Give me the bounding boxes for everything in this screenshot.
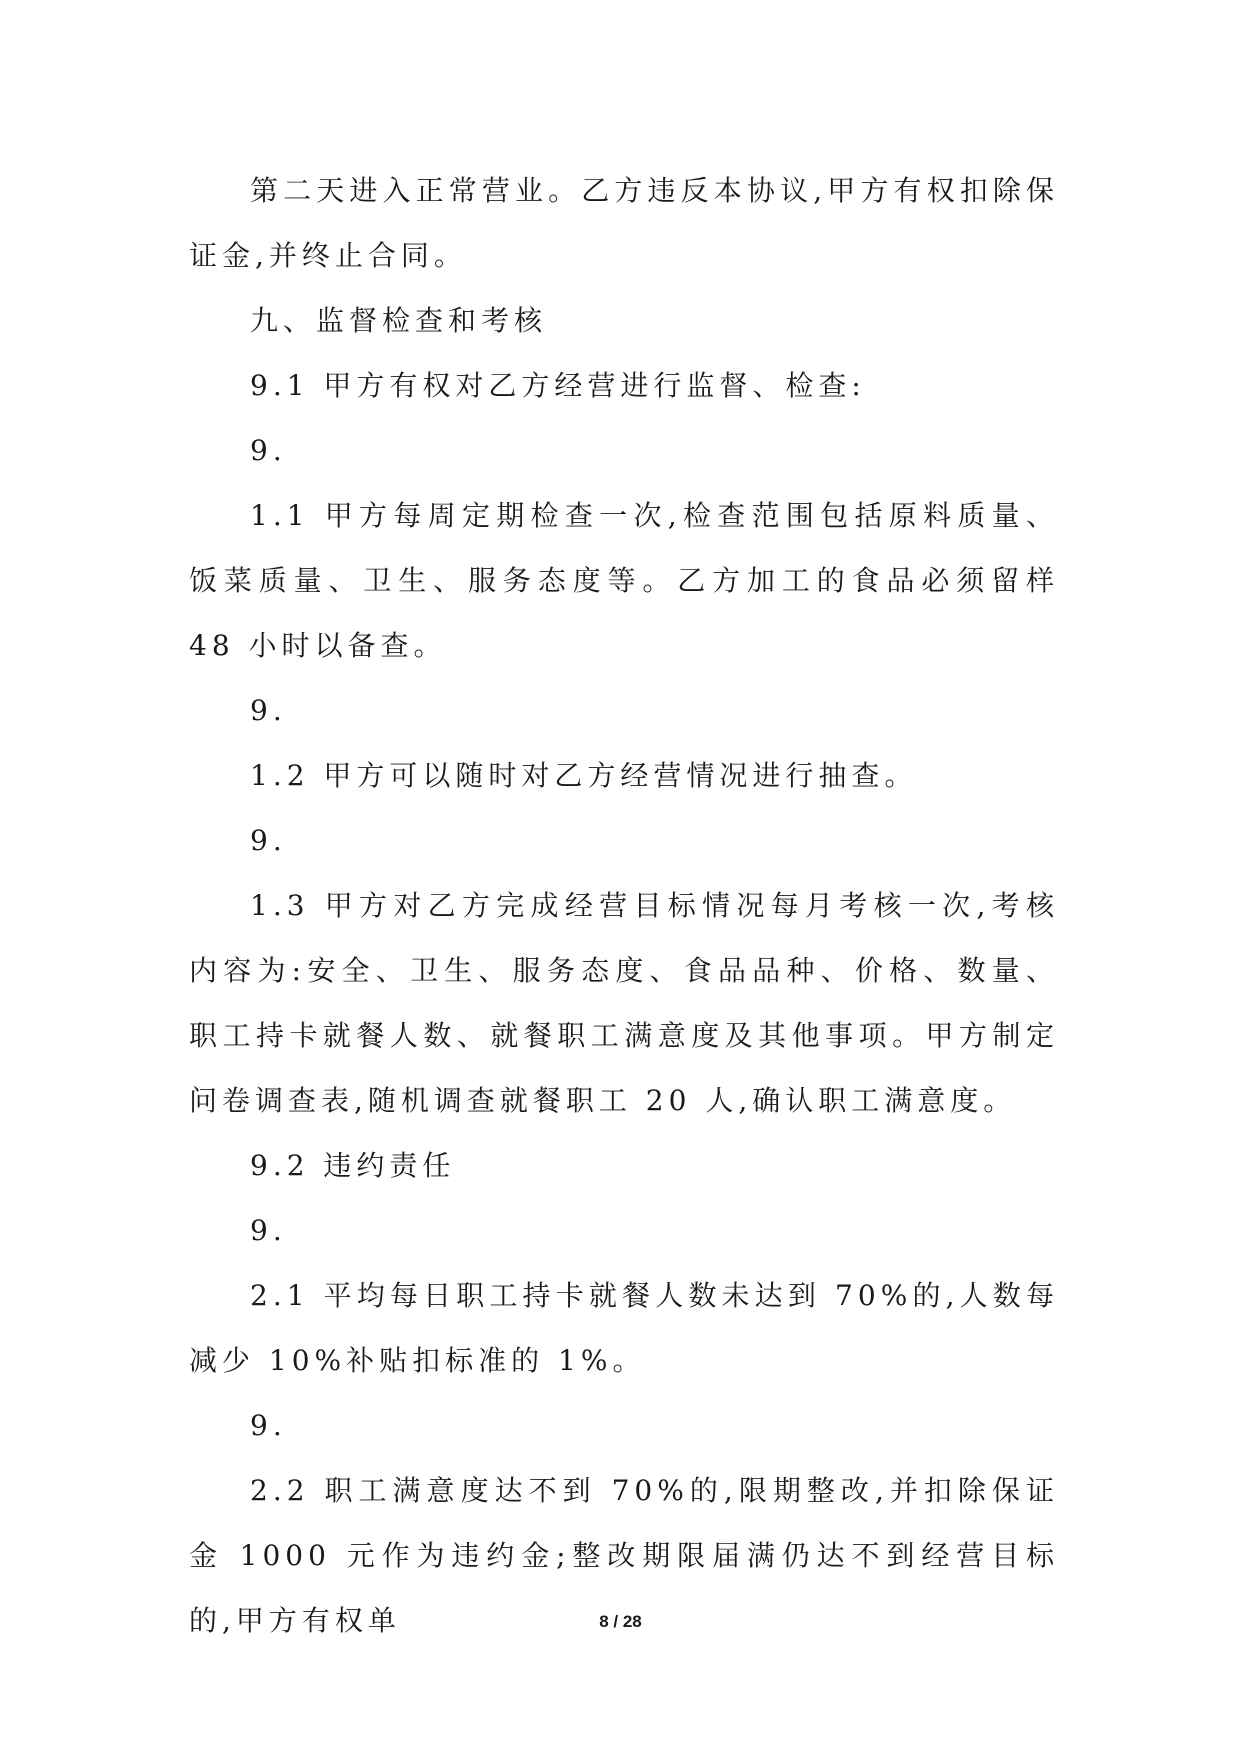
clause-9-1-3: 1.3 甲方对乙方完成经营目标情况每月考核一次,考核内容为:安全、卫生、服务态度、食品品种、价格、数量、职工持卡就餐人数、就餐职工满意度及其他事项。甲方制定问卷调查表,随机调查就餐职工 20 人,确认职工满意度。	[189, 889, 1059, 1117]
clause-9-2-2: 2.2 职工满意度达不到 70%的,限期整改,并扣除保证金 1000 元作为违约金;整改期限届满仍达不到经营目标的,甲方有权单	[189, 1474, 1059, 1637]
document-body	[189, 158, 1059, 1653]
clause-9-2-heading: 9.2 违约责任	[250, 1149, 456, 1182]
page-number: 8 / 28	[599, 1612, 642, 1631]
clause-number-fragment: 9.	[250, 694, 287, 727]
section-heading-supervision: 九、监督检查和考核	[250, 304, 548, 337]
clause-number-fragment: 9.	[250, 1214, 287, 1247]
paragraph-opening-continuation: 第二天进入正常营业。乙方违反本协议,甲方有权扣除保证金,并终止合同。	[189, 174, 1059, 272]
clause-9-2-1: 2.1 平均每日职工持卡就餐人数未达到 70%的,人数每减少 10%补贴扣标准的 1%。	[189, 1279, 1059, 1377]
clause-9-1: 9.1 甲方有权对乙方经营进行监督、检查:	[250, 369, 866, 402]
clause-number-fragment: 9.	[250, 824, 287, 857]
clause-9-1-1: 1.1 甲方每周定期检查一次,检查范围包括原料质量、饭菜质量、卫生、服务态度等。乙方加工的食品必须留样 48 小时以备查。	[189, 499, 1059, 662]
clause-number-fragment: 9.	[250, 434, 287, 467]
clause-9-1-2: 1.2 甲方可以随时对乙方经营情况进行抽查。	[250, 759, 918, 792]
clause-number-fragment: 9.	[250, 1409, 287, 1442]
